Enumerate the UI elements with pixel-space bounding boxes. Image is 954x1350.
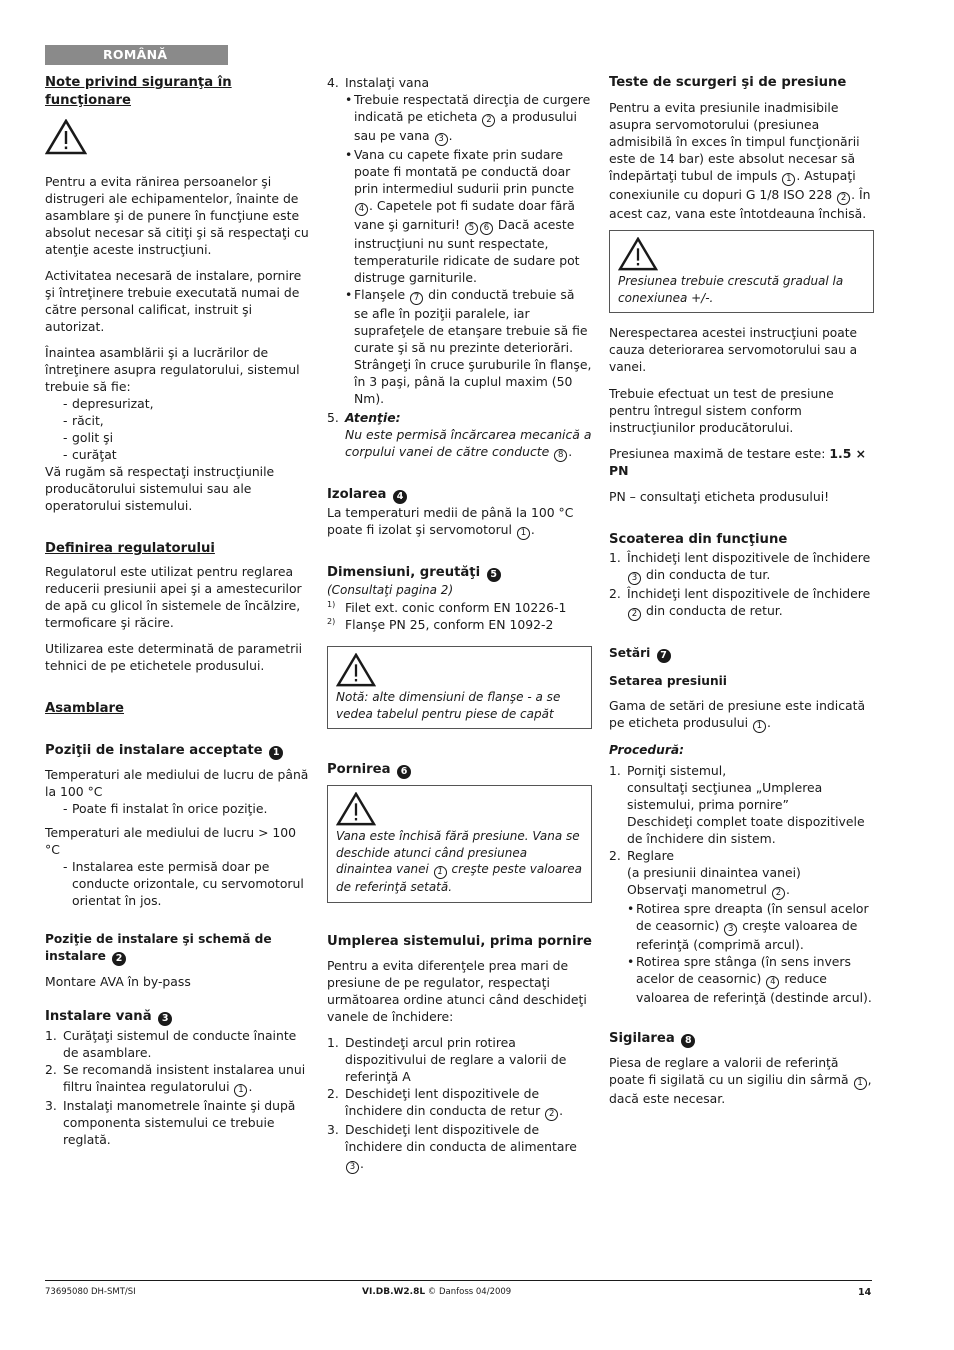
definition-paragraph-1: Regulatorul este utilizat pentru reglarea reducerii presiunii apei şi a amestecurilor de apă cu glicol în sistemele de încălzire, termoficare şi răcire. xyxy=(45,564,302,630)
positions-list-1 xyxy=(45,800,310,817)
reference-marker: 6 xyxy=(480,222,493,235)
valve-install-bullets xyxy=(327,91,592,407)
reference-marker: 1 xyxy=(434,866,447,879)
leak-test-title: Teste de scurgeri şi de presiune xyxy=(609,75,847,90)
list-item: - curăţat xyxy=(63,446,310,463)
sealing-paragraph: Piesa de reglare a valorii de referinţă poate fi sigilată cu un sigiliu din sârmă 1 , dacă este necesar. xyxy=(609,1055,872,1106)
list-item: - răcit, xyxy=(63,412,310,429)
list-item: 2) Flanşe PN 25, conform EN 1092-2 xyxy=(327,617,554,632)
column-1 xyxy=(45,74,310,1148)
warning-icon xyxy=(618,237,865,271)
list-item: 3. Deschideţi lent dispozitivele de închidere din conducta de alimentare 3 . xyxy=(327,1121,577,1172)
leak-test-paragraph-1: Pentru a evita presiunile inadmisibile asupra servomotorului (presiunea admisibilă în exces în timpul funcţionării este de 14 bar) este absolut necesar să îndepărtaţi tubul de impuls 1 . Astupaţi conexiunile cu dopuri G 1/8 ISO 228 2 . În acest caz, vana este întotdeauna închisă. xyxy=(609,100,871,221)
leak-test-paragraph-5: PN – consultaţi eticheta produsului! xyxy=(609,489,830,504)
safety-paragraph-4: Vă rugăm să respectaţi instrucţiunile producătorului sistemului sau ale operatorului sistemului. xyxy=(45,464,275,513)
list-item: 2. Deschideţi lent dispozitivele de închidere din conducta de retur 2 . xyxy=(327,1085,564,1119)
pressure-setting-paragraph: Gama de setări de presiune este indicată pe eticheta produsului 1 . xyxy=(609,698,866,731)
valve-install-title: Instalare vană 3 xyxy=(45,1008,310,1026)
footer-document-code: 73695080 DH-SMT/SI xyxy=(45,1287,136,1297)
figure-number-badge: 3 xyxy=(158,1012,172,1026)
reference-marker: 2 xyxy=(837,192,850,205)
figure-number-badge: 6 xyxy=(397,765,411,779)
dimensions-notes xyxy=(327,599,592,633)
figure-number-badge: 1 xyxy=(269,746,283,760)
list-item: 3. Instalaţi manometrele înainte şi după componenta sistemului ce trebuie reglată. xyxy=(45,1098,296,1147)
page-number: 14 xyxy=(858,1287,872,1298)
reference-marker: 7 xyxy=(410,292,423,305)
dimensions-title: Dimensiuni, greutăţi 5 xyxy=(327,564,592,582)
reference-marker: 1 xyxy=(753,720,766,733)
reference-marker: 1 xyxy=(517,527,530,540)
column-3 xyxy=(609,74,874,1107)
safety-paragraph-3: Înaintea asamblării şi a lucrărilor de întreţinere asupra regulatorului, sistemul trebuie să fie: xyxy=(45,345,300,394)
list-item: 5. Atenţie: Nu este permisă încărcarea mecanică a corpului vanei de către conducte 8 . xyxy=(327,410,592,460)
definition-title: Definirea regulatorului xyxy=(45,541,215,556)
safety-paragraph-2: Activitatea necesară de instalare, pornire şi întreţinere trebuie executată numai de către personal calificat, instruit şi autorizat. xyxy=(45,268,302,334)
valve-install-steps-continued xyxy=(327,74,592,91)
positions-paragraph-2: Temperaturi ale mediului de lucru > 100 °C xyxy=(45,825,297,857)
filling-paragraph: Pentru a evita diferenţele prea mari de presiune de pe regulator, respectaţi următoarea ordine atunci când deschideţi vanele de închidere: xyxy=(327,957,587,1024)
footer-divider xyxy=(45,1280,872,1281)
dimensions-warning-box xyxy=(327,646,592,729)
insulation-title: Izolarea 4 xyxy=(327,486,592,504)
list-item: - Instalarea este permisă doar pe conducte orizontale, cu servomotorul orientat în jos. xyxy=(63,858,310,909)
procedure-bullets xyxy=(609,900,874,1006)
list-item: - golit şi xyxy=(63,429,310,446)
language-tab: ROMÂNĂ xyxy=(45,45,228,65)
definition-paragraph-2: Utilizarea este determinată de parametrii tehnici de pe etichetele produsului. xyxy=(45,641,303,673)
scheme-paragraph: Montare AVA în by-pass xyxy=(45,974,191,989)
shutdown-title: Scoaterea din funcţiune xyxy=(609,532,788,547)
scheme-title: Poziţie de instalare şi schemă de instalare 2 xyxy=(45,932,272,964)
list-item: 2. Închideţi lent dispozitivele de închidere 2 din conducta de retur. xyxy=(609,586,871,619)
leak-test-paragraph-2: Nerespectarea acestei instrucţiuni poate cauza deteriorarea servomotorului sau a vanei. xyxy=(609,326,858,374)
reference-marker: 3 xyxy=(435,133,448,146)
reference-marker: 2 xyxy=(628,608,641,621)
list-item: 1) Filet ext. conic conform EN 10226-1 xyxy=(327,600,567,615)
warning-text: Notă: alte dimensiuni de flanşe - a se vedea tabelul pentru piese de capăt xyxy=(336,690,561,721)
startup-warning-box xyxy=(327,785,592,903)
reference-marker: 4 xyxy=(766,976,779,989)
list-item: • Rotirea spre dreapta (în sensul acelor de ceasornic) 3 creşte valoarea de referinţă (comprimă arcul). xyxy=(627,901,869,952)
leak-test-paragraph-3: Trebuie efectuat un test de presiune pentru întregul sistem conform instrucţiunilor producătorului. xyxy=(609,386,834,435)
settings-title: Setări 7 xyxy=(609,645,874,663)
reference-marker: 2 xyxy=(545,1108,558,1121)
list-item: • Flanşele 7 din conductă trebuie să se afle în poziţii paralele, iar suprafeţele de etanşare trebuie să fie curate şi să nu prezinte deteriorări. Strângeţi în cruce şuruburile în flanşe, în 3 paşi, până la cuplul maxim (50 Nm). xyxy=(345,287,592,406)
reference-marker: 2 xyxy=(482,114,495,127)
insulation-paragraph: La temperaturi medii de până la 100 °C poate fi izolat şi servomotorul 1 . xyxy=(327,505,574,538)
list-item: • Rotirea spre stânga (în sens invers acelor de ceasornic) 4 reduce valoarea de referinţă (destinde arcul). xyxy=(627,954,872,1005)
reference-marker: 3 xyxy=(346,1161,359,1174)
shutdown-steps xyxy=(609,549,874,621)
footer-reference: VI.DB.W2.8L © Danfoss 04/2009 xyxy=(362,1287,512,1297)
sealing-title: Sigilarea 8 xyxy=(609,1030,874,1048)
leak-test-warning-box xyxy=(609,230,874,313)
figure-number-badge: 2 xyxy=(112,952,126,966)
filling-steps xyxy=(327,1034,592,1174)
reference-marker: 5 xyxy=(465,222,478,235)
valve-install-steps xyxy=(45,1027,310,1148)
list-item: • Vana cu capete fixate prin sudare poate fi montată pe conductă doar prin intermediul sudurii prin puncte 4 . Capetele pot fi sudate doar fără vane şi garnituri! 5 6 Dacă aceste instrucţiuni nu sunt respectate, temperaturile ridicate de sudare pot distruge garniturile. xyxy=(345,147,580,285)
dimensions-subtitle: (Consultaţi pagina 2) xyxy=(327,583,454,597)
warning-icon xyxy=(45,119,310,155)
warning-icon xyxy=(336,792,583,826)
procedure-title: Procedură: xyxy=(609,743,684,757)
reference-marker: 1 xyxy=(854,1077,867,1090)
safety-paragraph-1: Pentru a evita rănirea persoanelor şi distrugeri ale echipamentelor, înainte de asamblare şi de punere în funcţiune este absolut necesar să citiţi şi să respectaţi cu atenţie aceste instrucţiuni. xyxy=(45,174,309,257)
valve-install-step-5 xyxy=(327,409,592,462)
positions-list-2 xyxy=(45,858,310,909)
list-item: 4. Instalaţi vana xyxy=(327,75,430,90)
list-item: 1. Curăţaţi sistemul de conducte înainte de asamblare. xyxy=(45,1028,297,1060)
procedure-steps xyxy=(609,762,874,900)
warning-text: Presiunea trebuie crescută gradual la conexiunea +/-. xyxy=(618,274,844,305)
list-item: - Poate fi instalat în orice poziţie. xyxy=(63,800,310,817)
leak-test-paragraph-4: Presiunea maximă de testare este: 1.5 × PN xyxy=(609,446,867,478)
warning-icon xyxy=(336,653,583,687)
list-item: 1. Porniţi sistemul, consultaţi secţiunea „Umplerea sistemului, prima pornire” Deschideţi complet toate dispozitivele de închidere din sistem. xyxy=(609,763,865,846)
list-item: - depresurizat, xyxy=(63,395,310,412)
safety-title: Note privind siguranţa în funcţionare xyxy=(45,75,232,108)
reference-marker: 3 xyxy=(628,572,641,585)
positions-title: Poziţii de instalare acceptate 1 xyxy=(45,742,310,760)
list-item: • Trebuie respectată direcţia de curgere indicată pe eticheta 2 a produsului sau pe vana 3 . xyxy=(345,92,591,144)
assembly-title: Asamblare xyxy=(45,701,125,716)
startup-title: Pornirea 6 xyxy=(327,761,592,779)
list-item: 1. Închideţi lent dispozitivele de închidere 3 din conducta de tur. xyxy=(609,550,871,583)
reference-marker: 1 xyxy=(234,1084,247,1097)
reference-marker: 1 xyxy=(782,173,795,186)
filling-title: Umplerea sistemului, prima pornire xyxy=(327,933,592,949)
pressure-setting-title: Setarea presiunii xyxy=(609,674,727,688)
figure-number-badge: 4 xyxy=(393,490,407,504)
figure-number-badge: 7 xyxy=(657,649,671,663)
positions-paragraph-1: Temperaturi ale mediului de lucru de până la 100 °C xyxy=(45,767,309,799)
reference-marker: 8 xyxy=(554,449,567,462)
reference-marker: 4 xyxy=(355,203,368,216)
figure-number-badge: 8 xyxy=(681,1034,695,1048)
list-item: 2. Reglare (a presiunii dinaintea vanei) Observaţi manometrul 2 . xyxy=(609,848,801,898)
column-2 xyxy=(327,74,592,1174)
warning-text: Vana este închisă fără presiune. Vana se deschide atunci când presiunea dinaintea vanei 1 creşte peste valoarea de referinţă setată. xyxy=(336,829,582,894)
list-item: 1. Destindeţi arcul prin rotirea dispozitivului de reglare a valorii de referinţă A xyxy=(327,1034,567,1084)
figure-number-badge: 5 xyxy=(487,568,501,582)
list-item: 2. Se recomandă insistent instalarea unui filtru înaintea regulatorului 1 . xyxy=(45,1062,306,1095)
reference-marker: 3 xyxy=(724,923,737,936)
reference-marker: 2 xyxy=(772,887,785,900)
safety-list xyxy=(45,395,310,463)
